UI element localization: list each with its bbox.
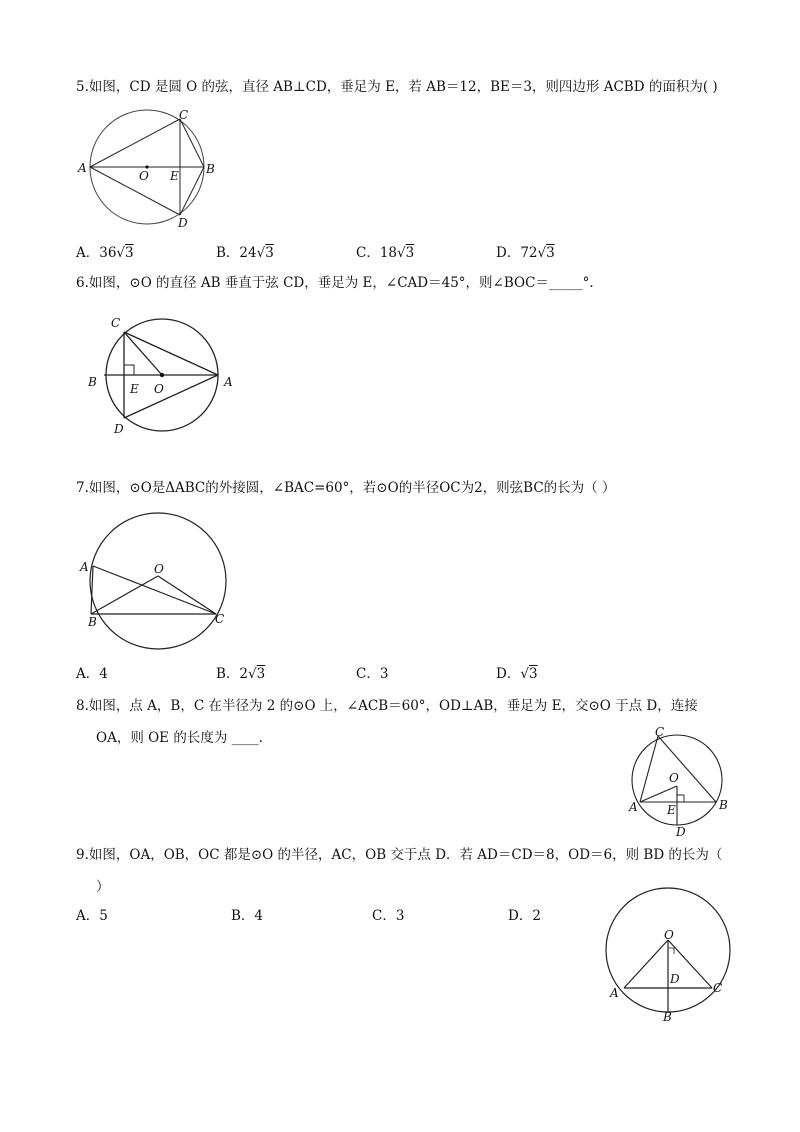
question-8-stem-line2: OA，则 OE 的长度为 ____.	[96, 730, 263, 746]
q9-option-c[interactable]: C．3	[372, 908, 405, 924]
q8-label-o: O	[669, 771, 679, 785]
q7-option-b[interactable]: B．2√3	[216, 666, 266, 682]
q6-label-d: D	[114, 422, 124, 436]
q9-option-d[interactable]: D．2	[508, 908, 541, 924]
q8-label-b: B	[719, 798, 728, 812]
question-7-stem: 7.如图，⊙O是ΔABC的外接圆，∠BAC=60°，若⊙O的半径OC为2，则弦BC的长为（ ）	[76, 480, 616, 496]
q5-label-o: O	[139, 169, 149, 183]
question-6-stem: 6.如图，⊙O 的直径 AB 垂直于弦 CD，垂足为 E，∠CAD＝45°，则∠BOC＝_____°.	[76, 275, 594, 291]
q9-option-a[interactable]: A．5	[76, 908, 108, 924]
q9-label-a: A	[610, 986, 619, 1000]
question-8-figure	[620, 722, 742, 840]
question-6-figure	[84, 312, 244, 438]
q6-label-e: E	[130, 382, 139, 396]
q6-label-a: A	[224, 375, 233, 389]
question-5-figure	[72, 105, 222, 235]
q5-label-c: C	[179, 108, 189, 122]
q9-option-b[interactable]: B．4	[231, 908, 264, 924]
q7-label-c: C	[215, 612, 225, 626]
q5-label-d: D	[178, 216, 188, 230]
q6-label-b: B	[88, 375, 97, 389]
q5-option-c[interactable]: C．18√3	[356, 245, 415, 261]
question-7-figure	[76, 508, 236, 654]
q8-label-a: A	[629, 800, 638, 814]
q5-label-e: E	[170, 169, 179, 183]
q9-label-o: O	[664, 928, 674, 942]
q7-label-b: B	[88, 615, 97, 629]
q7-option-c[interactable]: C．3	[356, 666, 389, 682]
question-9-stem-line1: 9.如图，OA，OB，OC 都是⊙O 的半径，AC，OB 交于点 D．若 AD＝CD＝8，OD＝6，则 BD 的长为（	[76, 847, 723, 863]
q6-label-o: O	[154, 382, 164, 396]
q7-label-a: A	[80, 560, 89, 574]
question-9-figure	[600, 878, 740, 1024]
question-8-stem-line1: 8.如图，点 A，B，C 在半径为 2 的⊙O 上，∠ACB＝60°，OD⊥AB，垂足为 E，交⊙O 于点 D，连接	[76, 698, 698, 714]
q6-label-c: C	[111, 316, 121, 330]
q8-label-e: E	[667, 803, 676, 817]
q7-option-d[interactable]: D．√3	[496, 666, 538, 682]
q5-option-b[interactable]: B．24√3	[216, 245, 274, 261]
q5-label-b: B	[206, 162, 215, 176]
question-9-stem-line2: ）	[96, 879, 110, 895]
q5-option-d[interactable]: D．72√3	[496, 245, 555, 261]
q9-label-d: D	[670, 972, 680, 986]
q8-label-d: D	[676, 825, 686, 839]
q5-option-a[interactable]: A．36√3	[76, 245, 134, 261]
q9-label-c: C	[713, 981, 723, 995]
q7-option-a[interactable]: A．4	[76, 666, 108, 682]
q9-label-b: B	[663, 1010, 672, 1024]
question-5-stem: 5.如图，CD 是圆 O 的弦，直径 AB⊥CD，垂足为 E，若 AB＝12，BE＝3，则四边形 ACBD 的面积为( )	[76, 79, 718, 95]
q7-label-o: O	[154, 562, 164, 576]
q5-label-a: A	[78, 161, 87, 175]
q8-label-c: C	[655, 725, 665, 739]
